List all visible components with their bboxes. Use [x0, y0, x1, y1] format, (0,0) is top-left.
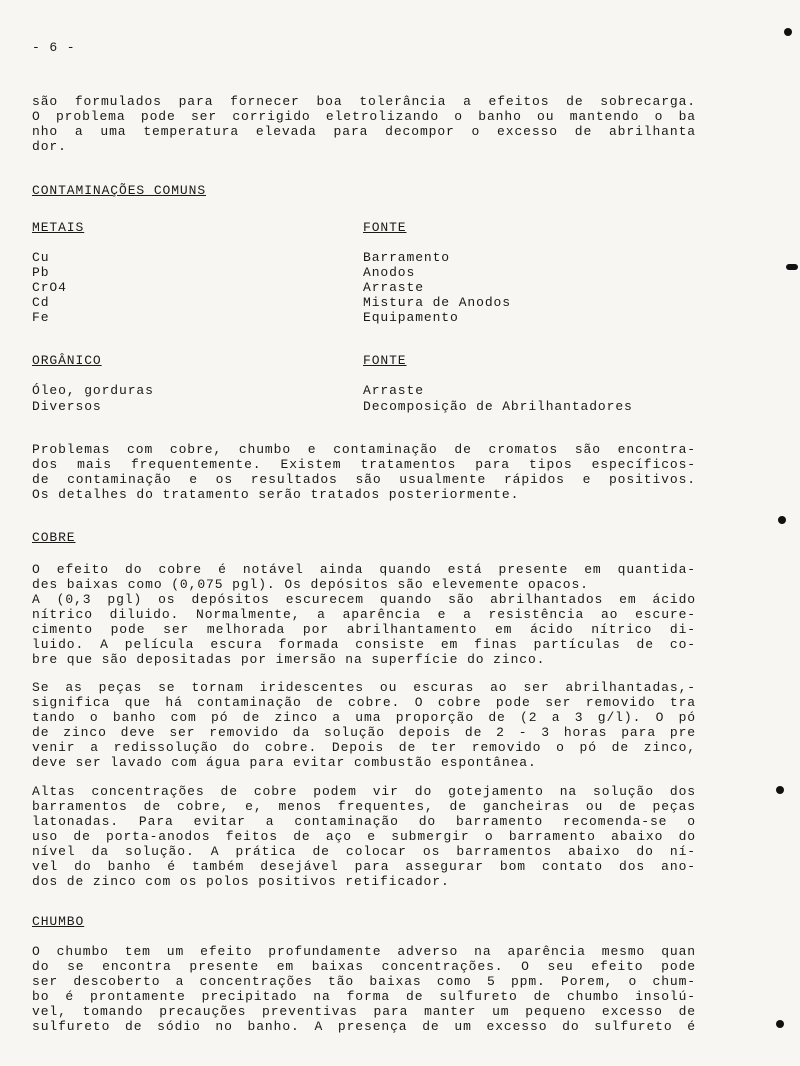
- section-heading-chumbo: CHUMBO: [32, 914, 85, 929]
- cobre-paragraph-2: [32, 680, 696, 770]
- table-cell: Fe: [32, 310, 50, 325]
- table-cell: Mistura de Anodos: [363, 295, 511, 310]
- page-number: - 6 -: [32, 40, 76, 55]
- text-line: venir a redissolução do cobre. Depois de ter removido o pó de zinco,: [32, 740, 696, 755]
- scan-mark: [776, 786, 784, 794]
- text-line: ser descoberto a concentrações tão baixas como 5 ppm. Porem, o chum-: [32, 974, 696, 989]
- fonte-header: FONTE: [363, 220, 407, 235]
- section-heading-cobre: COBRE: [32, 530, 76, 545]
- text-line: tando o banho com pó de zinco a uma proporção de (2 a 3 g/l). O pó: [32, 710, 696, 725]
- metais-header: METAIS: [32, 220, 85, 235]
- text-line: nítrico diluido. Normalmente, a aparência e a resistência ao escure-: [32, 607, 696, 622]
- text-line: cimento pode ser melhorada por abrilhantamento em ácido nítrico di-: [32, 622, 696, 637]
- text-line: de zinco deve ser removido da solução depois de 2 - 3 horas para pre: [32, 725, 696, 740]
- scan-mark: [778, 516, 786, 524]
- text-line: bo é prontamente precipitado na forma de sulfureto de chumbo insolú-: [32, 989, 696, 1004]
- table-cell: Pb: [32, 265, 50, 280]
- text-line: Os detalhes do tratamento serão tratados posteriormente.: [32, 487, 520, 502]
- text-line: dor.: [32, 139, 67, 154]
- table-cell: Arraste: [363, 383, 424, 398]
- text-line: luido. A película escura formada consiste em finas partículas de co-: [32, 637, 696, 652]
- text-line: uso de porta-anodos feitos de aço e submergir o barramento abaixo do: [32, 829, 696, 844]
- table-cell: Cd: [32, 295, 50, 310]
- organico-header: ORGÂNICO: [32, 353, 102, 368]
- table-cell: CrO4: [32, 280, 67, 295]
- text-line: nível da solução. A prática de colocar os barramentos abaixo do ní-: [32, 844, 696, 859]
- text-line: vel do banho é também desejável para assegurar bom contato dos ano-: [32, 859, 696, 874]
- text-line: latonadas. Para evitar a contaminação do barramento recomenda-se o: [32, 814, 696, 829]
- text-line: são formulados para fornecer boa tolerância a efeitos de sobrecarga.: [32, 94, 696, 109]
- scan-mark: [784, 28, 792, 36]
- table-cell: Diversos: [32, 399, 102, 414]
- text-line: dos de zinco com os polos positivos retificador.: [32, 874, 450, 889]
- table-cell: Barramento: [363, 250, 451, 265]
- text-line: dos mais frequentemente. Existem tratamentos para tipos específicos-: [32, 457, 696, 472]
- text-line: O chumbo tem um efeito profundamente adverso na aparência mesmo quan: [32, 944, 696, 959]
- text-line: de contaminação e os resultados são usualmente rápidos e positivos.: [32, 472, 696, 487]
- table-cell: Decomposição de Abrilhantadores: [363, 399, 633, 414]
- text-line: A (0,3 pgl) os depósitos escurecem quando são abrilhantados em ácido: [32, 592, 696, 607]
- text-line: nho a uma temperatura elevada para decompor o excesso de abrilhanta: [32, 124, 696, 139]
- problemas-paragraph: [32, 442, 696, 502]
- text-line: do se encontra presente em baixas concentrações. O seu efeito pode: [32, 959, 696, 974]
- table-cell: Arraste: [363, 280, 424, 295]
- scan-mark: [776, 1020, 784, 1028]
- intro-paragraph: [32, 94, 696, 154]
- table-cell: Equipamento: [363, 310, 459, 325]
- text-line: deve ser lavado com água para evitar combustão espontânea.: [32, 755, 537, 770]
- chumbo-paragraph: [32, 944, 696, 1034]
- text-line: Altas concentrações de cobre podem vir do gotejamento na solução dos: [32, 784, 696, 799]
- text-line: significa que há contaminação de cobre. O cobre pode ser removido tra: [32, 695, 696, 710]
- metais-table: [32, 220, 696, 330]
- text-line: barramentos de cobre, e, menos frequentes, de gancheiras ou de peças: [32, 799, 696, 814]
- text-line: Se as peças se tornam iridescentes ou escuras ao ser abrilhantadas,-: [32, 680, 696, 695]
- cobre-paragraph-1: [32, 562, 696, 667]
- text-line: bre que são depositadas por imersão na superfície do zinco.: [32, 652, 546, 667]
- section-heading-contaminacoes: CONTAMINAÇÕES COMUNS: [32, 183, 207, 198]
- text-line: O efeito do cobre é notável ainda quando está presente em quantida-: [32, 562, 696, 577]
- organico-table: [32, 353, 696, 415]
- text-line: sulfureto de sódio no banho. A presença de um excesso do sulfureto é: [32, 1019, 696, 1034]
- fonte-header: FONTE: [363, 353, 407, 368]
- text-line: vel, tomando precauções preventivas para manter um pequeno excesso de: [32, 1004, 696, 1019]
- cobre-paragraph-3: [32, 784, 696, 889]
- table-cell: Óleo, gorduras: [32, 383, 154, 398]
- text-line: O problema pode ser corrigido eletrolizando o banho ou mantendo o ba: [32, 109, 696, 124]
- table-cell: Cu: [32, 250, 50, 265]
- text-line: Problemas com cobre, chumbo e contaminação de cromatos são encontra-: [32, 442, 696, 457]
- scan-mark: [786, 264, 798, 270]
- table-cell: Anodos: [363, 265, 416, 280]
- text-line: des baixas como (0,075 pgl). Os depósitos são elevemente opacos.: [32, 577, 589, 592]
